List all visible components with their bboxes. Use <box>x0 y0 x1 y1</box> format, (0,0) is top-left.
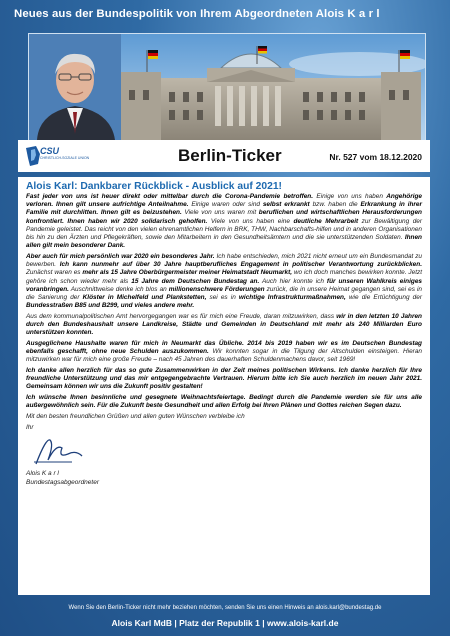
article-paragraph <box>26 367 422 392</box>
emphasis-text: Bundesstraßen B85 und B299, und vieles andere mehr. <box>26 302 195 310</box>
body-text: sei es in <box>206 293 239 301</box>
body-text: Mit den besten freundlichen Grüßen und allen guten Wünschen verbleibe ich <box>26 413 245 421</box>
emphasis-text: Ich danke allen herzlich für das so gute Zusammenwirken in der Zeit meines politischen Wirkens. Ich danke herzlich für Ihre freundliche Unterstützung und das mir entgegengebrachte Vertrauen. Hierum bitte ich Sie auch herzlich im neuen Jahr 2021. Gemeinsam können wir uns die Zukunft positiv gestalten! <box>26 367 422 391</box>
unsubscribe-note: Wenn Sie den Berlin-Ticker nicht mehr beziehen möchten, senden Sie uns einen Hinweis an alois.karl@bundestag.de <box>68 605 382 611</box>
body-text: Aus dem kommunalpolitischen Amt hervorgegangen war es für mich eine Freude, daran mitzuwirken, dass <box>26 312 337 320</box>
emphasis-text: beruflichen und wirtschaftlichen Herausforderungen konfrontiert. Ihnen haben wir 2020 solidarisch geholfen. <box>26 209 422 225</box>
body-text: Einige von uns haben <box>313 193 387 200</box>
body-text: Auch hier konnte ich <box>259 277 327 285</box>
body-text: Einige waren oder sind <box>188 201 263 209</box>
banner-title: Neues aus der Bundespolitik von Ihrem Abgeordneten Alois K a r l <box>14 8 380 20</box>
article-body <box>18 177 430 595</box>
body-text: wie die Ertüchtigung der <box>345 293 422 301</box>
emphasis-text: wichtige Infrastrukturmaßnahmen, <box>238 293 346 301</box>
body-text: Viele von uns haben eine <box>207 217 294 225</box>
ticker-title: Berlin-Ticker <box>178 146 282 165</box>
body-text: Viele von uns waren mit <box>181 209 259 217</box>
signature-graphic <box>32 434 92 470</box>
emphasis-text: Ihnen allen gilt mein besonderer Dank. <box>26 234 422 250</box>
emphasis-text: Ich wünsche Ihnen besinnliche und gesegnete Weihnachtsfeiertage. Bedingt durch die Pandemie werden sie für uns alle außergewöhnlich sein. Für die Zukunft beste Gesundheit und allen Erfolg bei Ihren Plänen und Gottes reichen Segen dazu. <box>26 394 422 410</box>
article-paragraph <box>26 394 422 410</box>
emphasis-text: Aber auch für mich persönlich war 2020 ein besonderes Jahr. <box>26 252 215 260</box>
issue-number: Nr. 527 vom 18.12.2020 <box>329 152 422 162</box>
logo-subtext: CHRISTLICH-SOZIALE UNION <box>40 156 90 160</box>
body-text: wo ich doch manches bewirken konnte. Jetzt gehöre ich schon wieder mehr als <box>26 269 422 285</box>
article-paragraph <box>26 193 422 250</box>
emphasis-text: Klöster in Michelfeld und Plankstetten, <box>82 293 207 301</box>
body-text: bzw. haben die <box>309 201 361 209</box>
header-photo <box>28 33 426 141</box>
signer-title: Bundestagsabgeordneter <box>26 478 100 486</box>
emphasis-text: wir in den letzten 10 Jahren durch den Bundeshaushalt unsere Landkreise, Städte und Gemeinden in Deutschland mit mehr als 240 Milliarden Euro unterstützen konnten. <box>26 312 422 337</box>
article-paragraph <box>26 313 422 338</box>
body-text: zur Bewältigung der Pandemie geleistet. Das reicht von den vielen ehrenamtlichen Helfern in BRK, THW, Nachbarschafts-hilfen und in anderen Organisationen bis hin zu den Ärzten und Pflegekräften, sowie den Mitarbeitern in den Gesundheitsämtern und die sie unterstützenden Soldaten. <box>26 217 423 242</box>
emphasis-text: mehr als 15 Jahre Oberbürgermeister meiner Heimatstadt Neumarkt, <box>82 269 293 277</box>
body-text: Zunächst waren es <box>26 269 83 277</box>
article-paragraphs <box>26 193 422 432</box>
article-paragraph <box>26 413 422 421</box>
emphasis-text: Angehörige verloren. Ihnen gilt unsere aufrichtige Anteilnahme. <box>26 193 423 209</box>
emphasis-text: deutliche Mehrarbeit <box>293 217 359 225</box>
ticker-header <box>18 140 430 172</box>
article-paragraph <box>26 424 422 432</box>
article-headline: Alois Karl: Dankbarer Rückblick - Ausblick auf 2021! <box>26 181 282 192</box>
emphasis-text: Ausgeglichene Haushalte waren für mich in Neumarkt das Übliche. 2014 bis 2019 haben wir es im Deutschen Bundestag ebenfalls geschafft, ohne neue Schulden auszukommen. <box>26 339 422 356</box>
body-text: Auschnittweise denke ich blos an <box>68 285 169 293</box>
emphasis-text: Ich kann nunmehr auf über 30 Jahre hauptberufliches Engagement in politischer Verantwortung zurückblicken. <box>59 261 422 269</box>
emphasis-text: für unseren Wahlkreis einiges voranbringen. <box>26 277 422 293</box>
body-text: Wir konnten sogar in die Tilgung der Altschulden einsteigen. Hieran mitzuwirken war für mich eine große Freude – nach 45 Jahren des dauerhaften Schuldenmachens davor, seit 1969! <box>26 348 422 364</box>
contact-line: Alois Karl MdB | Platz der Republik 1 | www.alois-karl.de <box>111 618 339 628</box>
body-text: Ich habe entschieden, mich 2021 nicht erneut um ein Bundesmandat zu bewerben. <box>26 252 423 269</box>
emphasis-text: Fast jeder von uns ist heuer direkt oder mittelbar durch die Corona-Pandemie betroffen. <box>26 193 314 200</box>
emphasis-text: Erkrankung in ihrer Familie mit durchlitten. Ihnen gilt es beizustehen. <box>26 201 423 217</box>
logo-text: CSU <box>40 146 60 156</box>
emphasis-text: selbst erkrankt <box>262 201 310 209</box>
emphasis-text: millionenschwere Förderungen <box>168 285 265 293</box>
signer-name: Alois K a r l <box>26 470 59 478</box>
article-paragraph <box>26 340 422 365</box>
body-text: zurück, die in unsere Heimat gegangen sind, sei es in die Sanierung der <box>26 285 422 301</box>
body-text: Ihr <box>26 423 34 431</box>
emphasis-text: 15 Jahre dem Deutschen Bundestag an. <box>131 277 260 285</box>
article-paragraph <box>26 253 422 310</box>
signature <box>26 434 422 470</box>
